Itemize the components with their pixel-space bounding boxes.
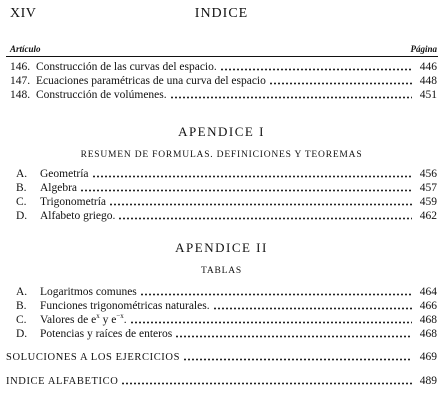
exponent-x: x — [96, 312, 100, 321]
entry-number: 146. — [10, 61, 31, 73]
entry-page: 451 — [419, 89, 437, 101]
entry-number: 147. — [10, 75, 31, 87]
entry-page: 464 — [419, 286, 437, 298]
entry-page: 469 — [419, 351, 437, 363]
dot-leader — [109, 203, 412, 206]
appendix-2-subtitle: TABLAS — [201, 266, 242, 276]
entry-title: SOLUCIONES A LOS EJERCICIOS — [6, 352, 181, 363]
entry-title: Construcción de volúmenes. — [36, 89, 167, 101]
entry-page: 468 — [419, 328, 437, 340]
entry-page: 468 — [419, 314, 437, 326]
entry-letter: A. — [16, 286, 28, 298]
entry-title: INDICE ALFABETICO — [6, 376, 119, 387]
toc-entry-appendix-2-a[interactable] — [16, 285, 437, 299]
entry-letter: B. — [16, 300, 27, 312]
entry-letter: D. — [16, 210, 28, 222]
toc-entry-appendix-1-c[interactable] — [16, 195, 437, 209]
entry-title: Logaritmos comunes — [40, 286, 137, 298]
entry-title-prefix: Valores de e — [40, 314, 97, 326]
entry-title: Trigonometría — [40, 196, 107, 208]
column-heading-article: Artículo — [10, 44, 41, 54]
entry-title — [40, 313, 127, 327]
entry-title: Ecuaciones paramétricas de una curva del espacio — [36, 75, 266, 87]
dot-leader — [92, 175, 412, 178]
header-rule — [6, 56, 438, 57]
entry-letter: C. — [16, 314, 27, 326]
entry-page: 457 — [419, 182, 437, 194]
entry-page: 456 — [419, 168, 437, 180]
dot-leader — [140, 293, 412, 296]
entry-letter: A. — [16, 168, 28, 180]
toc-entry-146[interactable] — [10, 60, 437, 74]
toc-entry-appendix-1-d[interactable] — [16, 209, 437, 223]
entry-page: 448 — [419, 75, 437, 87]
toc-entry-appendix-1-a[interactable] — [16, 167, 437, 181]
entry-page: 462 — [419, 210, 437, 222]
entry-title: Geometría — [40, 168, 89, 180]
toc-entry-147[interactable] — [10, 74, 437, 88]
entry-title: Algebra — [40, 182, 78, 194]
entry-title: Potencias y raíces de enteros — [40, 328, 173, 340]
dot-leader — [130, 321, 412, 324]
entry-title: Funciones trigonométricas naturales. — [40, 300, 210, 312]
column-heading-page: Página — [410, 44, 437, 54]
entry-title-mid: y e — [99, 314, 117, 326]
entry-letter: B. — [16, 182, 27, 194]
entry-page: 489 — [419, 375, 437, 387]
exponent-neg-x: −x — [116, 312, 124, 321]
entry-title-suffix: . — [123, 314, 127, 326]
dot-leader — [213, 307, 412, 310]
dot-leader — [175, 335, 412, 338]
dot-leader — [269, 82, 412, 85]
entry-letter: D. — [16, 328, 28, 340]
toc-entry-148[interactable] — [10, 88, 437, 102]
entry-letter: C. — [16, 196, 27, 208]
dot-leader — [170, 96, 412, 99]
page-title: INDICE — [194, 6, 249, 21]
dot-leader — [183, 358, 412, 361]
page-number: XIV — [10, 6, 37, 21]
toc-entry-appendix-1-b[interactable] — [16, 181, 437, 195]
entry-title: Alfabeto griego. — [40, 210, 116, 222]
entry-page: 446 — [419, 61, 437, 73]
toc-entry-appendix-2-c[interactable] — [16, 313, 437, 327]
appendix-1-title: APENDICE I — [178, 124, 265, 139]
entry-number: 148. — [10, 89, 31, 101]
entry-page: 466 — [419, 300, 437, 312]
appendix-2-title: APENDICE II — [175, 240, 268, 255]
dot-leader — [220, 68, 412, 71]
toc-entry-soluciones[interactable] — [6, 350, 437, 364]
dot-leader — [80, 189, 412, 192]
entry-title: Construcción de las curvas del espacio. — [36, 61, 217, 73]
entry-page: 459 — [419, 196, 437, 208]
toc-entry-indice-alfabetico[interactable] — [6, 374, 437, 388]
appendix-1-subtitle: RESUMEN DE FORMULAS. DEFINICIONES Y TEOREMAS — [80, 150, 363, 160]
dot-leader — [118, 217, 412, 220]
toc-entry-appendix-2-d[interactable] — [16, 327, 437, 341]
toc-entry-appendix-2-b[interactable] — [16, 299, 437, 313]
dot-leader — [121, 382, 412, 385]
